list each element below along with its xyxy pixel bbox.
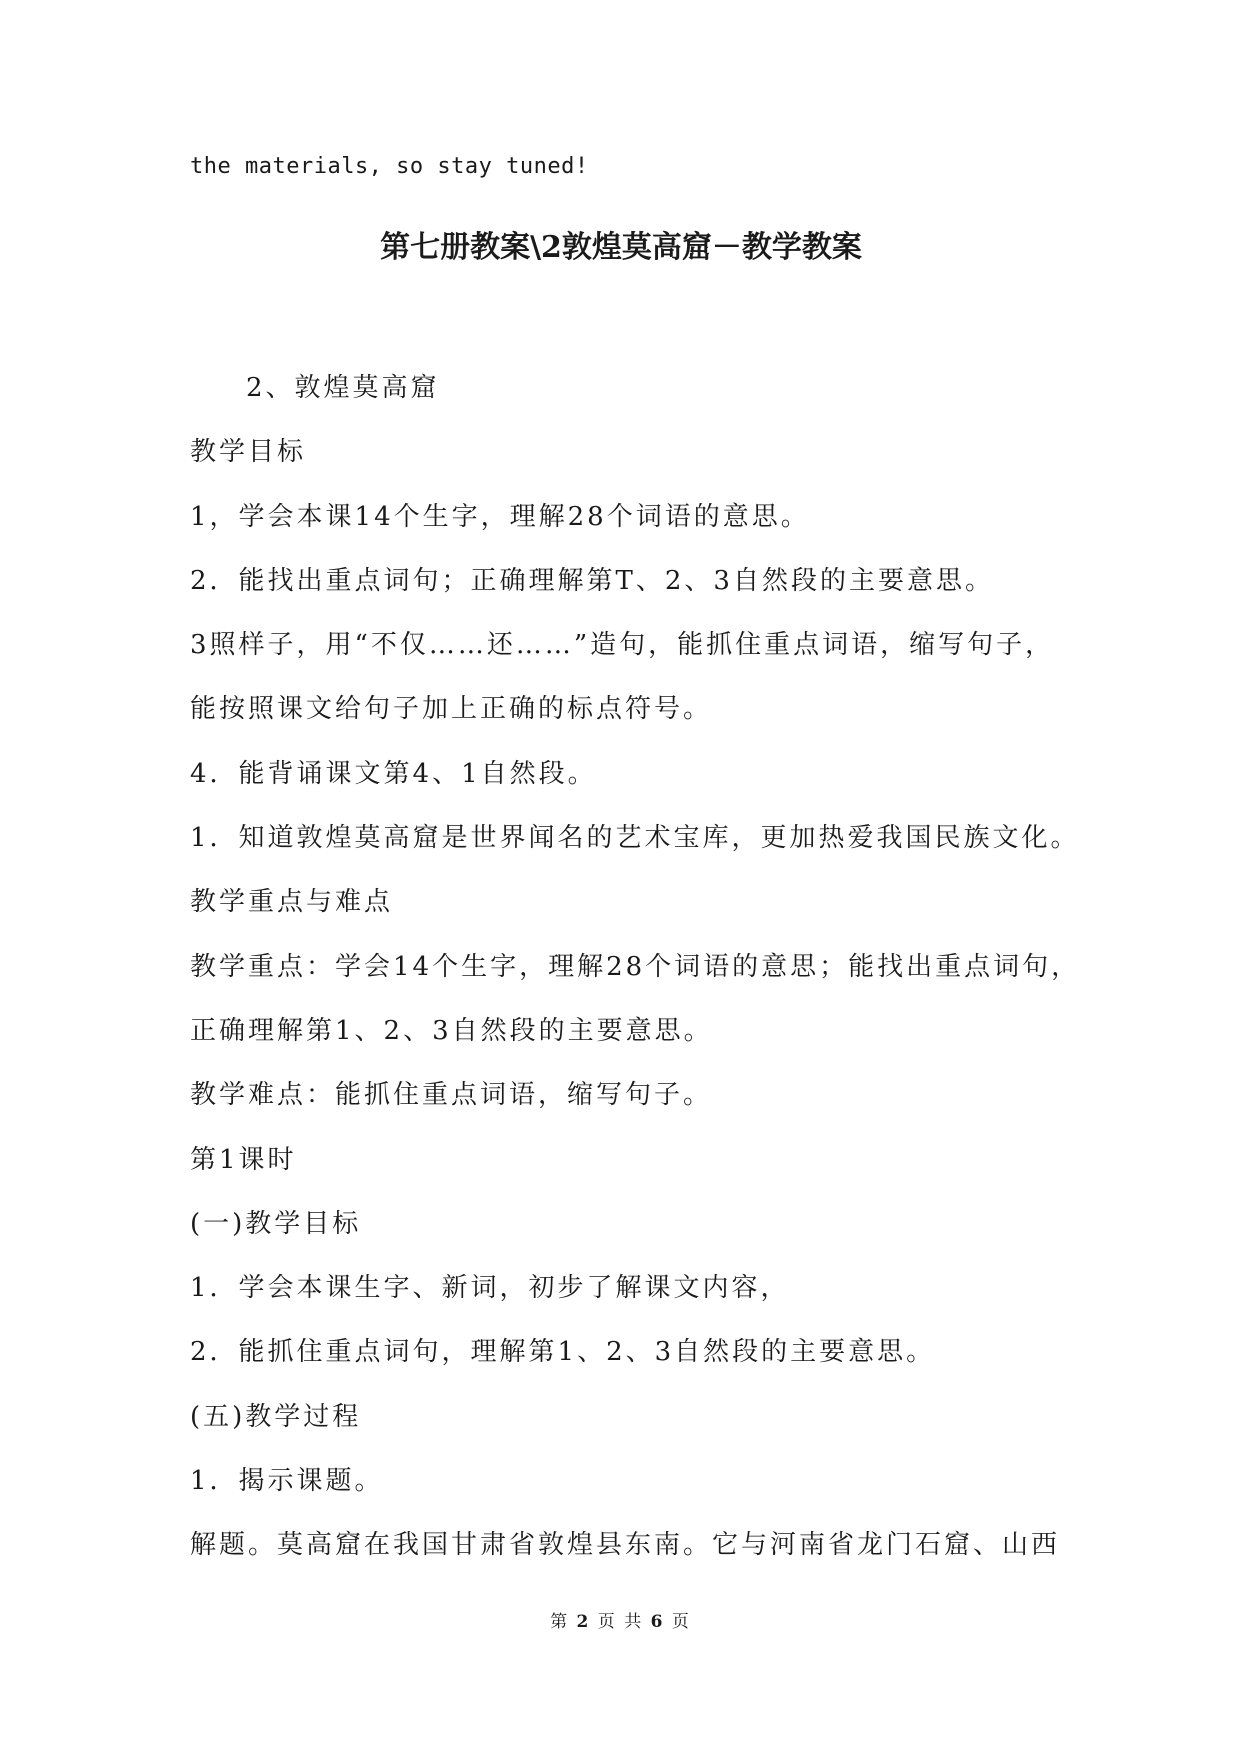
footer-prefix: 第 — [550, 1612, 570, 1632]
text-line: 2．能找出重点词句；正确理解第T、2、3自然段的主要意思。 — [190, 565, 994, 596]
total-pages-number: 6 — [650, 1612, 665, 1632]
text-line: 教学难点：能抓住重点词语，缩写句子。 — [190, 1080, 713, 1111]
text-line: (一)教学目标 — [190, 1208, 362, 1239]
text-line: 1．揭示课题。 — [190, 1466, 384, 1497]
page-footer — [0, 1610, 1241, 1634]
text-line: 1．知道敦煌莫高窟是世界闻名的艺术宝库，更加热爱我国民族文化。 — [190, 823, 1080, 854]
text-line: 教学目标 — [190, 437, 307, 468]
text-line: 3照样子，用“不仅……还……”造句，能抓住重点词语，缩写句子， — [190, 630, 1055, 661]
intro-line: the materials, so stay tuned! — [190, 154, 589, 179]
page-title: 第七册教案\2敦煌莫高窟－教学教案 — [380, 230, 862, 265]
text-line: 能按照课文给句子加上正确的标点符号。 — [190, 694, 713, 725]
text-line: 正确理解第1、2、3自然段的主要意思。 — [190, 1015, 713, 1046]
footer-middle: 页 共 — [597, 1612, 644, 1632]
text-line: 4．能背诵课文第4、1自然段。 — [190, 758, 597, 789]
current-page-number: 2 — [576, 1612, 591, 1632]
footer-suffix: 页 — [671, 1612, 691, 1632]
text-line: 第1课时 — [190, 1144, 297, 1175]
section-heading: 2、敦煌莫高窟 — [246, 373, 440, 403]
text-line: 解题。莫高窟在我国甘肃省敦煌县东南。它与河南省龙门石窟、山西 — [190, 1530, 1061, 1561]
body-text — [190, 356, 1081, 1578]
text-line: 教学重点：学会14个生字，理解28个词语的意思；能找出重点词句， — [190, 951, 1081, 982]
text-line: (五)教学过程 — [190, 1401, 362, 1432]
text-line: 教学重点与难点 — [190, 887, 394, 918]
text-line: 1，学会本课14个生字，理解28个词语的意思。 — [190, 501, 810, 532]
text-line: 2．能抓住重点词句，理解第1、2、3自然段的主要意思。 — [190, 1337, 936, 1368]
text-line: 1．学会本课生字、新词，初步了解课文内容， — [190, 1273, 790, 1304]
